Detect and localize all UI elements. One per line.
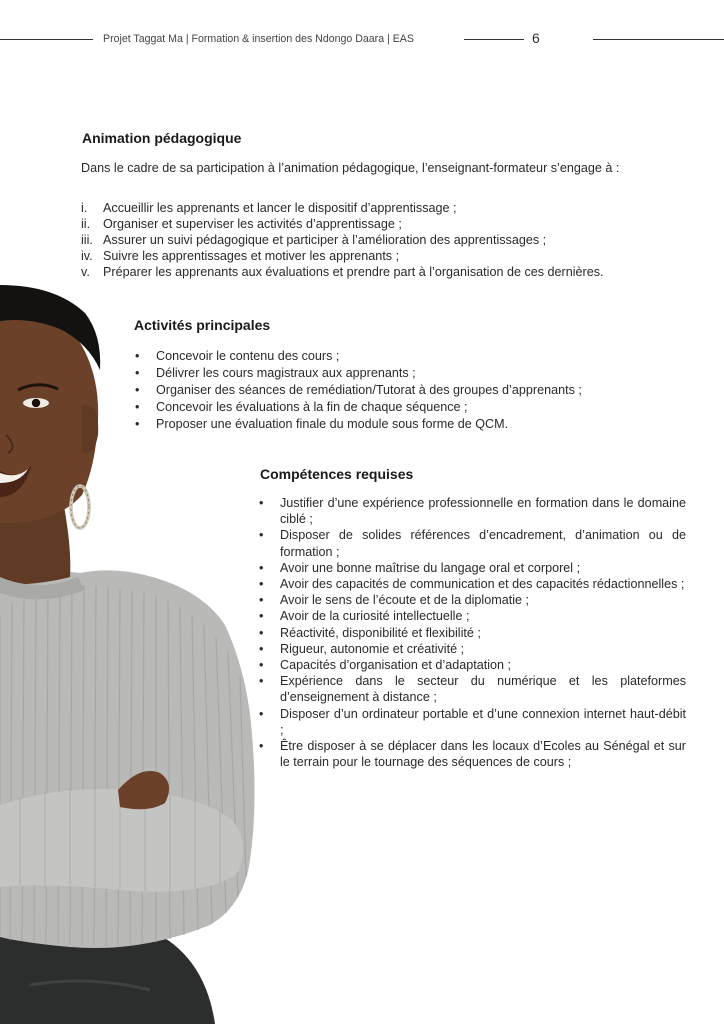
section-title-activites: Activités principales — [134, 317, 271, 333]
list-item: • Capacités d’organisation et d’adaptation ; — [258, 657, 686, 673]
list-item: • Proposer une évaluation finale du module sous forme de QCM. — [134, 416, 694, 433]
activites-list — [134, 348, 694, 433]
list-item: • Avoir une bonne maîtrise du langage oral et corporel ; — [258, 560, 686, 576]
running-header: Projet Taggat Ma | Formation & insertion des Ndongo Daara | EAS — [103, 33, 414, 45]
animation-intro: Dans le cadre de sa participation à l’animation pédagogique, l’enseignant-formateur s’engage à : — [81, 161, 620, 175]
competences-list — [258, 495, 686, 770]
list-item: • Avoir de la curiosité intellectuelle ; — [258, 608, 686, 624]
list-item: iv. Suivre les apprentissages et motiver les apprenants ; — [81, 249, 400, 263]
list-item: • Disposer de solides références d’encadrement, d’animation ou de formation ; — [258, 527, 686, 559]
list-item: • Justifier d’une expérience professionnelle en formation dans le domaine ciblé ; — [258, 495, 686, 527]
section-title-animation: Animation pédagogique — [82, 130, 242, 146]
list-item: • Réactivité, disponibilité et flexibilité ; — [258, 625, 686, 641]
list-item: v. Préparer les apprenants aux évaluations et prendre part à l’organisation de ces dernières. — [81, 265, 604, 279]
list-item: • Concevoir les évaluations à la fin de chaque séquence ; — [134, 399, 694, 416]
list-item: • Avoir le sens de l’écoute et de la diplomatie ; — [258, 592, 686, 608]
list-item: • Être disposer à se déplacer dans les locaux d’Ecoles au Sénégal et sur le terrain pour le tournage des séquences de cours ; — [258, 738, 686, 770]
list-item: • Disposer d’un ordinateur portable et d’une connexion internet haut-débit ; — [258, 706, 686, 738]
list-item: ii. Organiser et superviser les activités d’apprentissage ; — [81, 217, 402, 231]
list-item: • Concevoir le contenu des cours ; — [134, 348, 694, 365]
list-item: • Avoir des capacités de communication et des capacités rédactionnelles ; — [258, 576, 686, 592]
list-item: • Rigueur, autonomie et créativité ; — [258, 641, 686, 657]
list-item: • Organiser des séances de remédiation/Tutorat à des groupes d’apprenants ; — [134, 382, 694, 399]
list-item: iii. Assurer un suivi pédagogique et participer à l’amélioration des apprentissages ; — [81, 233, 547, 247]
list-item: i. Accueillir les apprenants et lancer le dispositif d’apprentissage ; — [81, 201, 457, 215]
header-rule-left — [0, 39, 93, 40]
header-rule-middle — [464, 39, 524, 40]
section-title-competences: Compétences requises — [260, 466, 414, 482]
animation-list — [81, 200, 701, 280]
list-item: • Expérience dans le secteur du numérique et les plateformes d’enseignement à distance ; — [258, 673, 686, 705]
header-rule-right — [593, 39, 724, 40]
list-item: • Délivrer les cours magistraux aux apprenants ; — [134, 365, 694, 382]
page-number: 6 — [532, 30, 540, 46]
